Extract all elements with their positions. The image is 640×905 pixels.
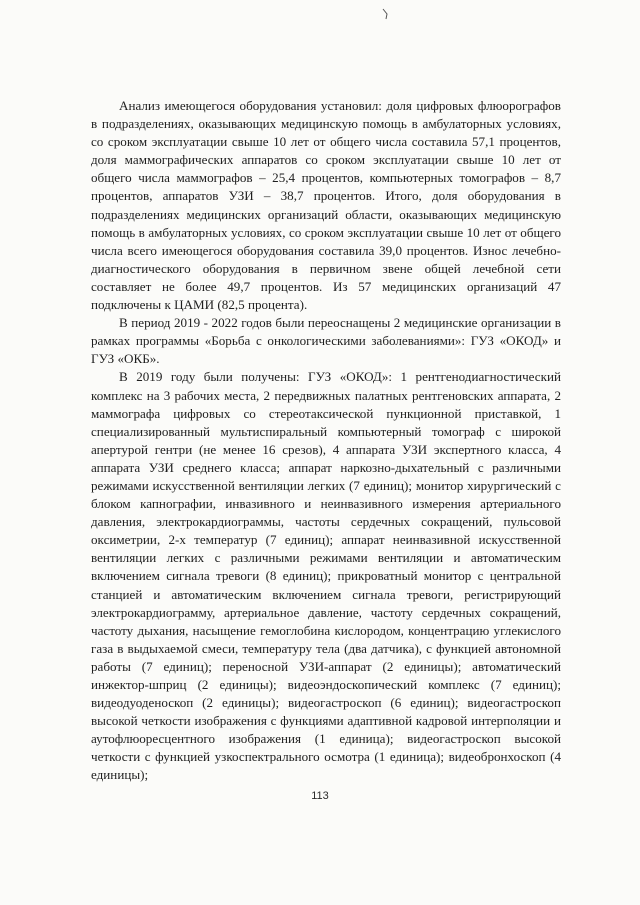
paragraph-reequipment-period: В период 2019 - 2022 годов были переоснащены 2 медицинские организации в рамках программы «Борьба с онкологическими заболеваниями»: ГУЗ «ОКОД» и ГУЗ «ОКБ». bbox=[91, 315, 561, 367]
scan-mark bbox=[382, 8, 390, 20]
page-number: 113 bbox=[311, 790, 329, 802]
paragraph-equipment-analysis: Анализ имеющегося оборудования установил: доля цифровых флюорографов в подразделениях, оказывающих медицинскую помощь в амбулаторных условиях, со сроком эксплуатации свыше 10 лет от общего числа составила 57,1 процентов, доля маммографических аппаратов со сроком эксплуатации свыше 10 лет от общего числа маммографов – 25,4 процентов, компьютерных томографов – 8,7 процентов, аппаратов УЗИ – 38,7 процентов. Итого, доля оборудования в подразделениях медицинских организаций области, оказывающих медицинскую помощь в амбулаторных условиях, со сроком эксплуатации свыше 10 лет от общего числа всего имеющегося оборудования составила 39,0 процентов. Износ лечебно-диагностического оборудования в первичном звене общей лечебной сети составляет не более 49,7 процентов. Из 57 медицинских организаций 47 подключены к ЦАМИ (82,5 процента). bbox=[91, 98, 561, 313]
paragraph-2019-received: В 2019 году были получены: ГУЗ «ОКОД»: 1 рентгенодиагностический комплекс на 3 рабочих места, 2 передвижных палатных рентгеновских аппарата, 2 маммографа цифровых со стереотаксической пункционной приставкой, 1 специализированный мультиспиральный компьютерный томограф с широкой апертурой гентри (не менее 16 срезов), 4 аппарата УЗИ экспертного класса, 4 аппарата УЗИ среднего класса; аппарат наркозно-дыхательный с различными режимами искусственной вентиляции легких (7 единиц); монитор хирургический с блоком капнографии, инвазивного и неинвазивного измерения артериального давления, электрокардиограммы, частоты сердечных сокращений, пульсовой оксиметрии, 2-х температур (7 единиц); аппарат неинвазивной искусственной вентиляции легких с различными режимами вентиляции и автоматическим включением сигнала тревоги (8 единиц); прикроватный монитор с центральной станцией и автоматическим включением сигнала тревоги, регистрирующий электрокардиограмму, артериальное давление, частоту сердечных сокращений, частоту дыхания, насыщение гемоглобина кислородом, концентрацию углекислого газа в выдыхаемой смеси, температуру тела (два датчика), с функцией автономной работы (7 единиц); переносной УЗИ-аппарат (2 единицы); автоматический инжектор-шприц (2 единицы); видеоэндоскопический комплекс (7 единиц); видеодуоденоскоп (2 единицы); видеогастроскоп (6 единиц); видеогастроскоп высокой четкости изображения с функциями адаптивной кадровой интерполяции и аутофлюоресцентного изображения (1 единица); видеогастроскоп высокой четкости с функцией узкоспектрального осмотра (1 единица); видеобронхоскоп (4 единицы); bbox=[91, 369, 561, 783]
body-text bbox=[91, 97, 561, 785]
